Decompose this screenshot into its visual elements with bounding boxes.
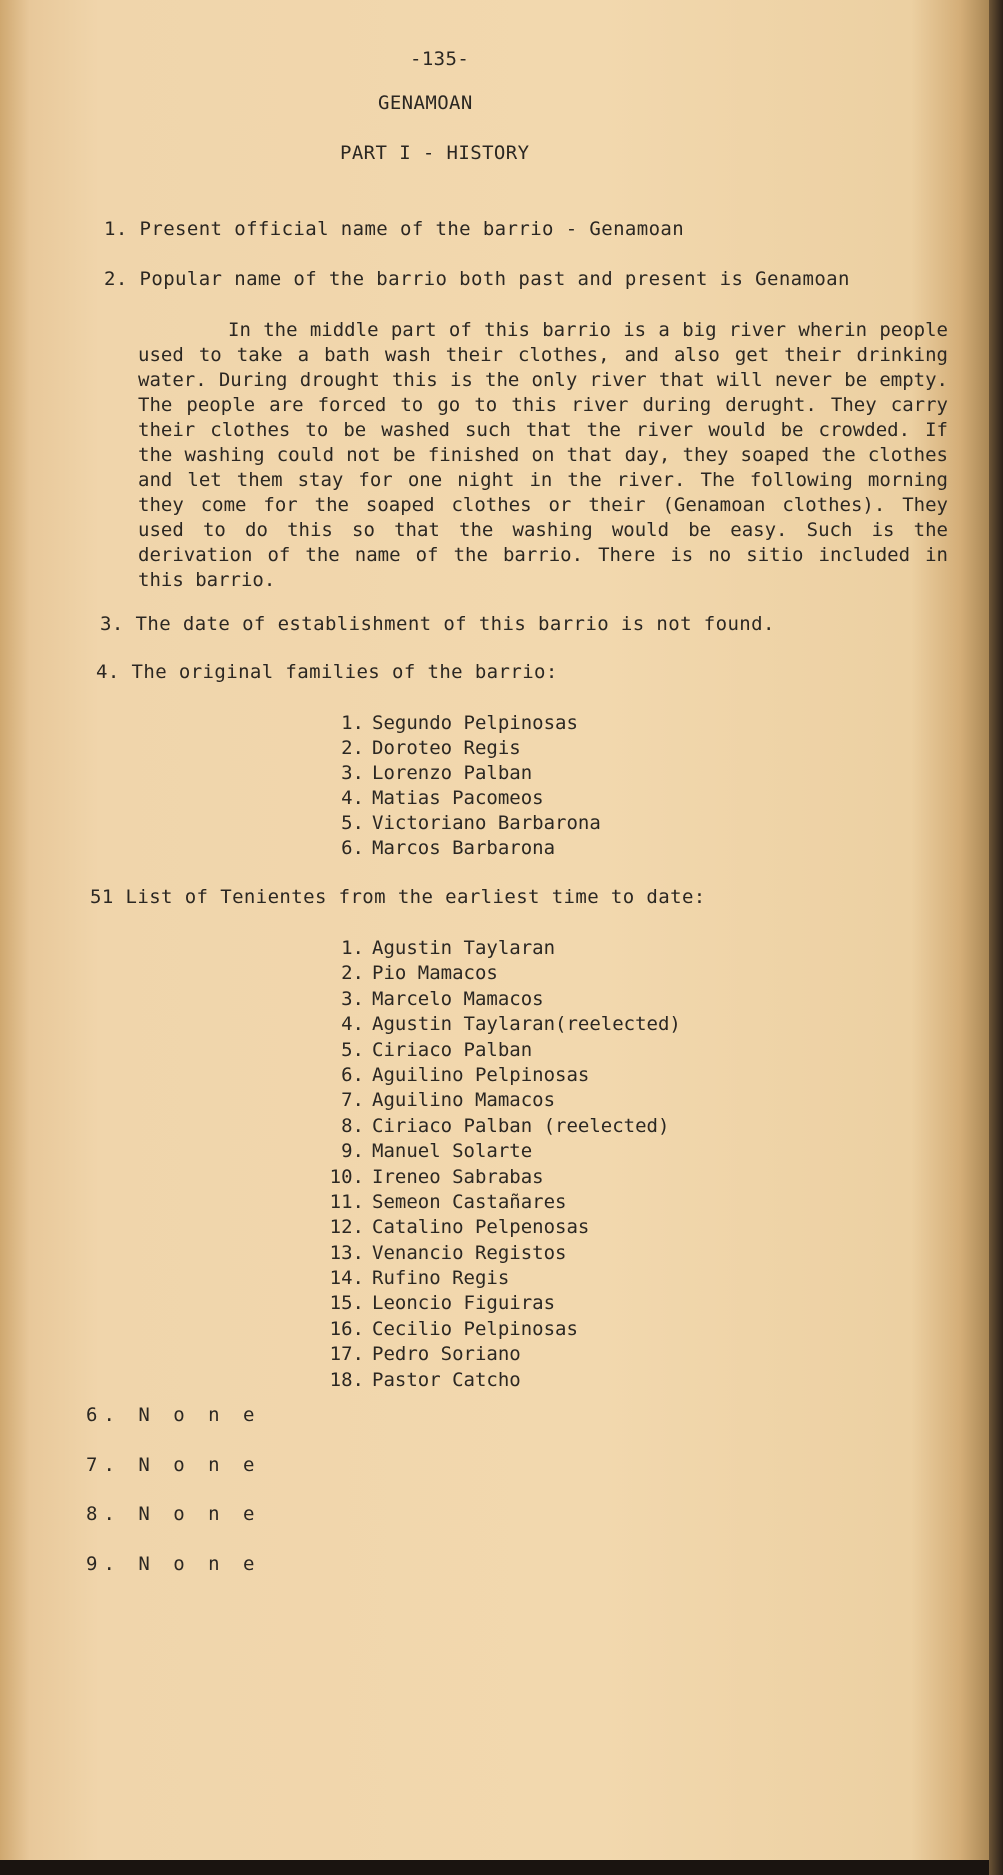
list-item-number: 3.: [341, 762, 364, 784]
list-item-number: 11.: [329, 1190, 364, 1213]
list-item-number: 12.: [329, 1216, 364, 1239]
list-item-number: 1.: [341, 937, 364, 959]
list-item-name: Ireneo Sabrabas: [372, 1165, 544, 1188]
list-item-number: 18.: [329, 1368, 364, 1391]
list-item-name: Agustin Taylaran: [372, 937, 556, 959]
part-title: PART I - HISTORY: [340, 142, 530, 164]
list-item: [328, 1165, 681, 1190]
list-item: [328, 987, 681, 1012]
list-item-number: 4.: [341, 787, 364, 809]
list-item-name: Aguilino Pelpinosas: [372, 1063, 590, 1086]
list-item-name: Ciriaco Palban (reelected): [372, 1114, 670, 1137]
list-item-name: Cecilio Pelpinosas: [372, 1317, 578, 1340]
list-item-number: 15.: [329, 1292, 364, 1315]
list-item-number: 3.: [341, 987, 364, 1010]
item-1-official-name: 1. Present official name of the barrio - Genamoan: [104, 218, 685, 240]
list-item-number: 8.: [341, 1114, 364, 1137]
list-item: [328, 1215, 681, 1240]
list-item-name: Marcelo Mamacos: [372, 987, 544, 1010]
list-item: [328, 1266, 681, 1291]
tenientes-list: [328, 936, 681, 1393]
list-item-name: Venancio Registos: [372, 1241, 567, 1264]
item-2-paragraph: [138, 318, 948, 593]
list-item-name: Matias Pacomeos: [372, 787, 544, 809]
list-item: [328, 1114, 681, 1139]
list-item-name: Doroteo Regis: [372, 737, 521, 759]
list-item-number: 5.: [341, 1038, 364, 1061]
list-item-name: Pastor Catcho: [372, 1368, 521, 1391]
list-item: [328, 1012, 681, 1037]
list-item: [328, 961, 681, 986]
families-list: [328, 711, 601, 861]
list-item: [328, 1038, 681, 1063]
barrio-title: GENAMOAN: [378, 92, 473, 114]
list-item-number: 6.: [341, 837, 364, 859]
item-7-none: 7. N o n e: [86, 1454, 261, 1476]
list-item-name: Victoriano Barbarona: [372, 812, 601, 834]
list-item-name: Pio Mamacos: [372, 962, 498, 985]
list-item: [328, 1190, 681, 1215]
list-item-name: Marcos Barbarona: [372, 837, 556, 859]
list-item: [328, 1291, 681, 1316]
list-item-name: Segundo Pelpinosas: [372, 712, 578, 734]
list-item: [328, 811, 601, 836]
list-item-number: 2.: [341, 962, 364, 985]
list-item: [328, 1139, 681, 1164]
list-item: [328, 1088, 681, 1113]
list-item: [328, 786, 601, 811]
list-item-number: 14.: [329, 1267, 364, 1290]
list-item: [328, 1063, 681, 1088]
list-item-name: Ciriaco Palban: [372, 1038, 533, 1061]
list-item: [328, 1368, 681, 1393]
item-9-none: 9. N o n e: [86, 1553, 261, 1575]
list-item: [328, 1342, 681, 1367]
item-2-popular-name: 2. Popular name of the barrio both past and present is Genamoan: [104, 268, 850, 290]
list-item: [328, 761, 601, 786]
list-item-name: Semeon Castañares: [372, 1190, 567, 1213]
list-item-number: 2.: [341, 737, 364, 759]
list-item-number: 16.: [329, 1317, 364, 1340]
list-item-number: 17.: [329, 1343, 364, 1366]
list-item-number: 5.: [341, 812, 364, 834]
item-3-establishment: 3. The date of establishment of this barrio is not found.: [100, 613, 775, 635]
list-item-name: Catalino Pelpenosas: [372, 1216, 590, 1239]
item-4-original-families: 4. The original families of the barrio:: [96, 661, 558, 683]
list-item: [328, 711, 601, 736]
item-6-none: 6. N o n e: [86, 1404, 261, 1426]
list-item: [328, 836, 601, 861]
list-item-number: 9.: [341, 1140, 364, 1163]
list-item-name: Pedro Soriano: [372, 1343, 521, 1366]
list-item-number: 13.: [329, 1241, 364, 1264]
list-item: [328, 1241, 681, 1266]
list-item-name: Lorenzo Palban: [372, 762, 533, 784]
name-derivation-text: In the middle part of this barrio is a big river wherin people used to take a bath wash their clothes, and also get their drinking water. During drought this is the only river that will never be empty. The people are forced to go to this river during derught. They carry their clothes to be washed such that the river would be crowded. If the washing could not be finished on that day, they soaped the clothes and let them stay for one night in the river. The following morning they come for the soaped clothes or their (Genamoan clothes). They used to do this so that the washing would be easy. Such is the derivation of the name of the barrio. There is no sitio included in this barrio.: [138, 319, 948, 591]
item-5-tenientes: 51 List of Tenientes from the earliest time to date:: [90, 886, 706, 908]
list-item-number: 6.: [341, 1063, 364, 1086]
list-item-name: Rufino Regis: [372, 1267, 510, 1290]
list-item-name: Leoncio Figuiras: [372, 1292, 556, 1315]
item-8-none: 8. N o n e: [86, 1503, 261, 1525]
page-number: -135-: [410, 48, 470, 70]
list-item-number: 4.: [341, 1013, 364, 1036]
list-item-number: 10.: [329, 1165, 364, 1188]
list-item-name: Agustin Taylaran(reelected): [372, 1013, 681, 1036]
list-item: [328, 736, 601, 761]
list-item: [328, 936, 681, 961]
binding-edge: [989, 0, 1003, 1875]
list-item-number: 7.: [341, 1089, 364, 1112]
list-item-name: Manuel Solarte: [372, 1140, 533, 1163]
list-item-name: Aguilino Mamacos: [372, 1089, 556, 1112]
list-item-number: 1.: [341, 712, 364, 734]
list-item: [328, 1317, 681, 1342]
